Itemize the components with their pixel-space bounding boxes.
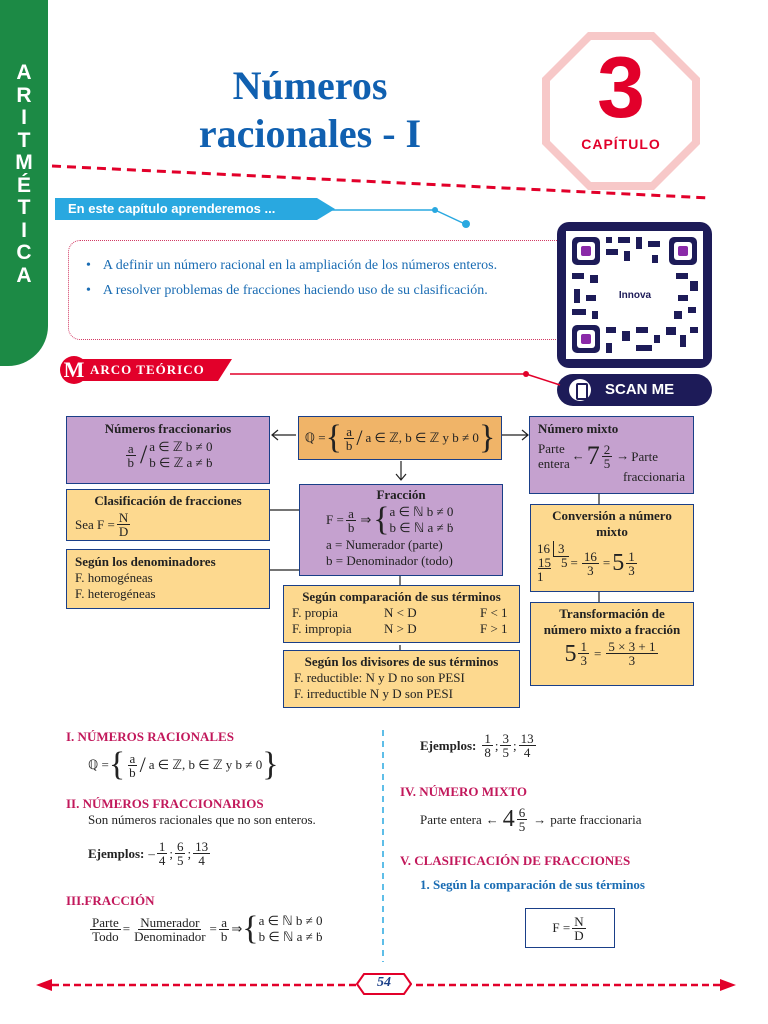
box-title: Según los divisores de sus términos (304, 654, 499, 669)
f-formula-box: F = $\frac{N}{D}$ (525, 908, 615, 948)
fraccionarios-examples: Ejemplos: – $\frac{1}{4}$ ; $\frac{6}{5}$ ; $\frac{13}{4}$ (88, 839, 209, 868)
right-examples: Ejemplos: $\frac{1}{8}$ ; $\frac{3}{5}$ ; $\frac{13}{4}$ (420, 731, 534, 760)
subsection-comparacion: 1. Según la comparación de sus términos (420, 877, 645, 892)
racionales-definition: ℚ = { $\frac{a}{b}$ / a ∈ ℤ, b ∈ ℤ y b ≠ 0 } (88, 746, 279, 783)
marco-title: ARCO TEÓRICO (90, 362, 205, 377)
fraction: $\frac{2}{5}$ (603, 441, 611, 471)
objectives-list (86, 258, 556, 308)
section-title-racionales: I. NÚMEROS RACIONALES (66, 729, 234, 744)
box-transformacion: Transformación de número mixto a fracción 5 $\frac{1}{3}$ = $\frac{5 \times 3 + 1}{3}$ (530, 602, 694, 686)
box-divisores (283, 650, 520, 708)
box-title: Clasificación de fracciones (94, 493, 242, 508)
box-title: Según comparación de sus términos (302, 589, 501, 604)
subject-letters (0, 62, 48, 287)
header-divider (50, 160, 714, 200)
label: F. homogéneas (75, 570, 153, 585)
scan-me-button[interactable]: SCAN ME (557, 374, 712, 406)
q-condition: a ∈ ℤ, b ∈ ℤ y b ≠ 0 (365, 430, 479, 445)
section-title-clasificacion: V. CLASIFICACIÓN DE FRACCIONES (400, 853, 631, 868)
marco-initial: M (60, 356, 88, 384)
objective-item: • A definir un número racional en la ampliación de los números enteros. (86, 258, 556, 274)
box-clasificacion (66, 489, 270, 541)
label: b = Denominador (todo) (326, 553, 453, 568)
subject-letter: C (16, 241, 32, 264)
subject-letter: É (16, 173, 31, 197)
learn-banner-text: En este capítulo aprenderemos ... (68, 201, 276, 216)
condition: b ∈ ℕ a ≠ ḃ (389, 520, 454, 535)
label: Parte (538, 441, 565, 456)
mixed-whole: 5 (564, 640, 577, 667)
marco-line (230, 366, 565, 386)
fraction: $\frac{a}{b}$ (127, 440, 135, 470)
page-number: 54 (377, 975, 391, 990)
section-title-fraccion: III.FRACCIÓN (66, 893, 155, 908)
q-symbol: ℚ = (304, 430, 326, 445)
box-title: Número mixto (538, 421, 619, 436)
mixed-whole: 7 (586, 441, 600, 470)
label: entera (538, 456, 570, 471)
mixed-whole: 5 (612, 550, 625, 576)
box-comparacion: Según comparación de sus términos F. propia N < D F < 1 F. impropia N > D F > 1 (283, 585, 520, 643)
fraction: $\frac{1}{3}$ (580, 639, 587, 668)
label: F = (326, 512, 344, 527)
label: Parte (631, 448, 658, 464)
phone-icon (569, 379, 591, 401)
subject-letter: T (17, 128, 31, 152)
condition: b ∈ ℤ a ≠ ḃ (149, 455, 213, 470)
box-numero-mixto: Número mixto Parte entera ← 7 $\frac{2}{5}$ → Parte fraccionaria (529, 416, 694, 494)
box-fraccion: Fracción F = $\frac{a}{b}$ ⇒ { a ∈ ℕ b ≠ 0 b ∈ ℕ a ≠ ḃ a = Numerador (parte) b = Denominador (todo) (299, 484, 503, 576)
chapter-label: CAPÍTULO (581, 136, 661, 152)
box-q-definition: ℚ = { $\frac{a}{b}$ / a ∈ ℤ, b ∈ ℤ y b ≠ 0 } (298, 416, 502, 460)
fraction: $\frac{N}{D}$ (118, 510, 129, 539)
qr-brand-logo: Innova (605, 268, 665, 308)
section-title-fraccionarios: II. NÚMEROS FRACCIONARIOS (66, 796, 264, 811)
chapter-number: 3 (597, 40, 645, 136)
subject-letter: T (17, 196, 31, 219)
subject-letter: I (21, 218, 27, 242)
box-title: Conversión a número mixto (552, 508, 672, 539)
box-title: Fracción (376, 487, 426, 502)
title-line-2: racionales - I (198, 111, 422, 156)
label: F. heterogéneas (75, 586, 156, 601)
box-title: Números fraccionarios (104, 421, 232, 436)
subject-letter: R (16, 83, 32, 107)
objective-item: • A resolver problemas de fracciones haciendo uso de su clasificación. (86, 283, 556, 299)
subject-letter: A (16, 263, 32, 287)
mixto-example: Parte entera ← 4 $\frac{6}{5}$ → parte fraccionaria (420, 805, 642, 834)
box-conversion: Conversión a número mixto 16 3 15 5 1 = $\frac{16}{3}$ = 5 $\frac{1}{3}$ (530, 504, 694, 592)
fraction: $\frac{a}{b}$ (347, 505, 355, 535)
box-title: Transformación de número mixto a fracción (543, 606, 681, 637)
banner-connector (330, 202, 475, 230)
fraction: $\frac{16}{3}$ (583, 548, 597, 578)
condition: a ∈ ℕ b ≠ 0 (389, 504, 454, 519)
label: fraccionaria (622, 469, 685, 484)
subject-letter: M (15, 151, 33, 174)
column-divider (380, 730, 386, 962)
fraction: $\frac{a}{b}$ (345, 423, 353, 453)
fraccion-definition: $\frac{\text{Parte}}{\text{Todo}}$ = $\frac{\text{Numerador}}{\text{Denominador}}$ = $\frac{a}{b}$ ⇒ { a ∈ ℕ b ≠ 0 b ∈ ℕ a ≠ ḃ (92, 910, 323, 947)
fraction: $\frac{5 \times 3 + 1}{3}$ (608, 639, 656, 668)
label: F. irreductible N y D son PESI (294, 686, 453, 701)
box-denominadores (66, 549, 270, 609)
page-title (110, 62, 510, 158)
condition: a ∈ ℤ b ≠ 0 (149, 439, 213, 454)
fraction: $\frac{1}{3}$ (628, 548, 635, 578)
subject-letter: A (16, 61, 32, 84)
fraccionarios-text: Son números racionales que no son enteros. (88, 812, 316, 827)
section-title-mixto: IV. NÚMERO MIXTO (400, 784, 528, 799)
label: Sea F = (75, 516, 115, 532)
box-numeros-fraccionarios: Números fraccionarios $\frac{a}{b}$ / a ∈ ℤ b ≠ 0 b ∈ ℤ a ≠ ḃ (66, 416, 270, 484)
box-title: Según los denominadores (75, 554, 216, 569)
label: a = Numerador (parte) (326, 537, 443, 552)
subject-letter: I (21, 106, 27, 129)
title-line-1: Números (232, 63, 388, 108)
label: F. reductible: N y D no son PESI (294, 670, 465, 685)
fraction: $\frac{a}{b}$ (129, 750, 136, 780)
